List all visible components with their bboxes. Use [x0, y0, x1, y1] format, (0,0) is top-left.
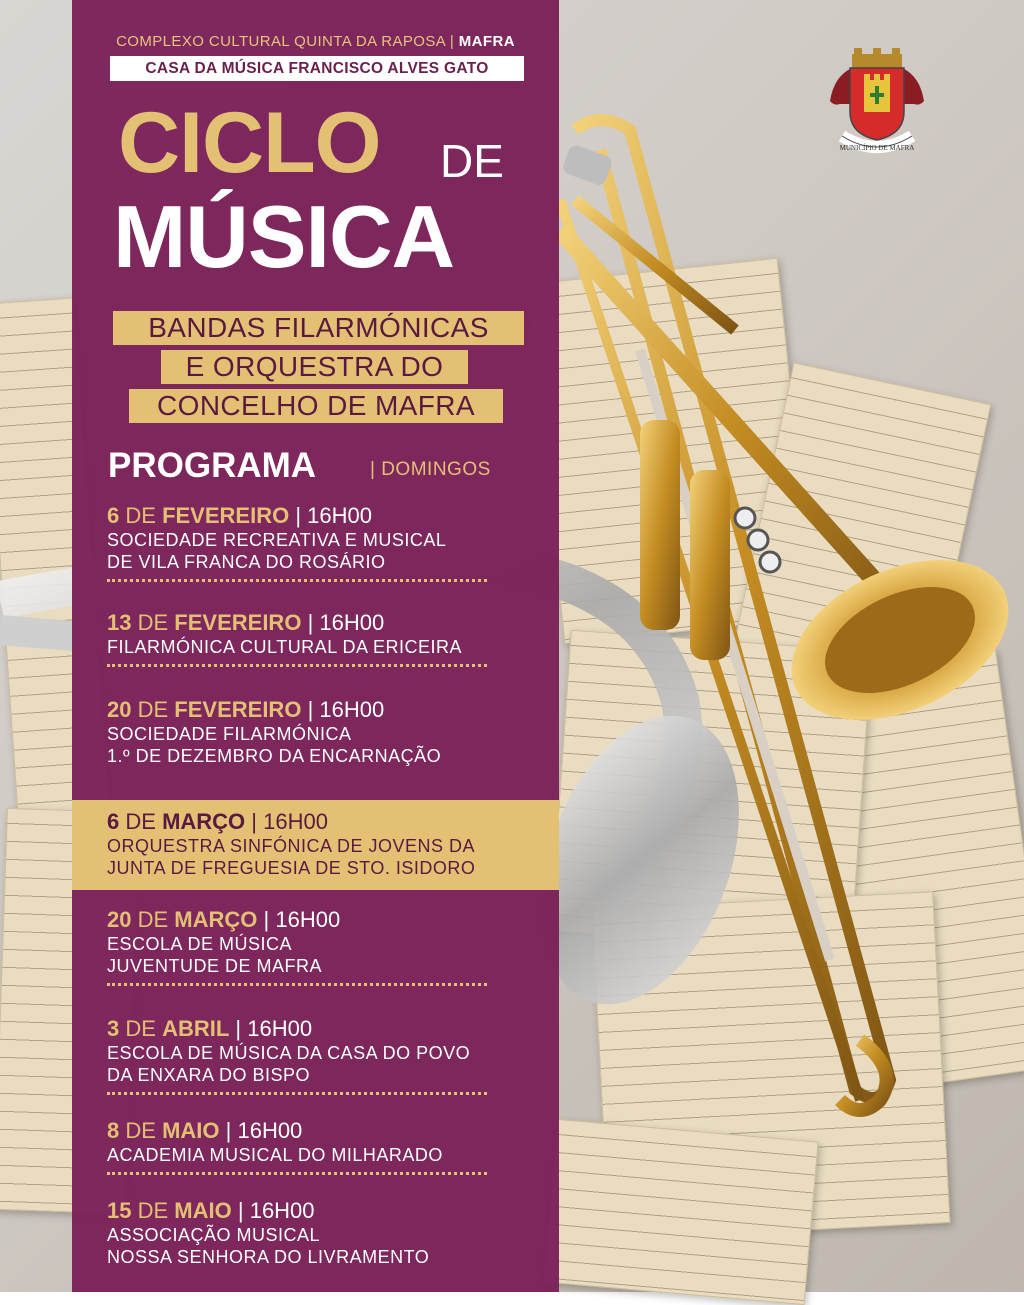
venue-city: MAFRA [458, 33, 515, 50]
event-item [107, 907, 547, 986]
event-day: 20 [107, 907, 132, 932]
event-desc-1: ORQUESTRA SINFÓNICA DE JOVENS DA [107, 836, 476, 856]
event-item [107, 610, 547, 667]
event-time: | 16H00 [225, 1118, 303, 1143]
event-de: DE [137, 1198, 169, 1223]
event-desc-2: DA ENXARA DO BISPO [107, 1065, 311, 1085]
event-de: DE [125, 1118, 156, 1143]
event-item [107, 503, 547, 582]
event-de: DE [137, 907, 169, 932]
event-desc-2: JUNTA DE FREGUESIA DE STO. ISIDORO [107, 858, 476, 878]
dotted-divider [107, 579, 487, 582]
event-time: | 16H00 [251, 809, 328, 834]
event-desc-2: DE VILA FRANCA DO ROSÁRIO [107, 552, 386, 572]
title-ciclo: CICLO [118, 95, 381, 191]
title-de: DE [440, 135, 504, 187]
event-desc-2: JUVENTUDE DE MAFRA [107, 956, 323, 976]
event-time: | 16H00 [237, 1198, 315, 1223]
event-item [107, 697, 547, 767]
event-time: | 16H00 [235, 1016, 313, 1041]
event-de: DE [137, 610, 169, 635]
event-day: 6 [107, 503, 120, 528]
subtitle-line-2: E ORQUESTRA DO [161, 350, 468, 384]
event-time: | 16H00 [263, 907, 341, 932]
event-month: MARÇO [162, 809, 246, 834]
event-item-highlighted [107, 809, 547, 879]
event-month: MAIO [174, 1198, 232, 1223]
event-de: DE [125, 1016, 156, 1041]
event-day: 6 [107, 809, 120, 834]
event-desc-2: 1.º DE DEZEMBRO DA ENCARNAÇÃO [107, 746, 442, 766]
event-item [107, 1118, 547, 1175]
venue-header [72, 33, 559, 50]
subtitle-line-3: CONCELHO DE MAFRA [129, 389, 503, 423]
event-de: DE [137, 697, 169, 722]
title-musica: MÚSICA [113, 187, 455, 286]
house-label: CASA DA MÚSICA FRANCISCO ALVES GATO [110, 56, 524, 81]
event-desc-1: ACADEMIA MUSICAL DO MILHARADO [107, 1145, 443, 1165]
crest-text: MUNICÍPIO DE MAFRA [839, 144, 915, 152]
programa-days: | DOMINGOS [370, 459, 491, 480]
event-day: 20 [107, 697, 132, 722]
event-desc-1: SOCIEDADE RECREATIVA E MUSICAL [107, 530, 447, 550]
event-month: MARÇO [174, 907, 258, 932]
subtitle-line-1: BANDAS FILARMÓNICAS [113, 311, 524, 345]
event-time: | 16H00 [295, 503, 372, 528]
event-day: 3 [107, 1016, 120, 1041]
event-de: DE [125, 809, 156, 834]
programa-heading: PROGRAMA [108, 446, 317, 485]
dotted-divider [107, 664, 487, 667]
event-month: ABRIL [162, 1016, 230, 1041]
dotted-divider [107, 983, 487, 986]
event-time: | 16H00 [307, 610, 385, 635]
event-month: FEVEREIRO [174, 610, 302, 635]
event-desc-1: ESCOLA DE MÚSICA DA CASA DO POVO [107, 1043, 471, 1063]
venue-name: COMPLEXO CULTURAL QUINTA DA RAPOSA [116, 33, 446, 50]
event-desc-1: ESCOLA DE MÚSICA [107, 934, 293, 954]
municipal-crest-icon [822, 46, 932, 156]
event-desc-2: NOSSA SENHORA DO LIVRAMENTO [107, 1247, 430, 1267]
event-time: | 16H00 [307, 697, 385, 722]
event-desc-1: ASSOCIAÇÃO MUSICAL [107, 1225, 321, 1245]
dotted-divider [107, 1092, 487, 1095]
event-desc-1: SOCIEDADE FILARMÓNICA [107, 724, 352, 744]
event-day: 13 [107, 610, 132, 635]
event-item [107, 1198, 547, 1268]
event-item [107, 1016, 547, 1095]
event-month: FEVEREIRO [162, 503, 290, 528]
dotted-divider [107, 1172, 487, 1175]
event-day: 15 [107, 1198, 132, 1223]
event-month: FEVEREIRO [174, 697, 302, 722]
event-de: DE [125, 503, 156, 528]
venue-separator: | [449, 33, 455, 50]
event-day: 8 [107, 1118, 120, 1143]
event-desc-1: FILARMÓNICA CULTURAL DA ERICEIRA [107, 637, 463, 657]
event-month: MAIO [162, 1118, 220, 1143]
